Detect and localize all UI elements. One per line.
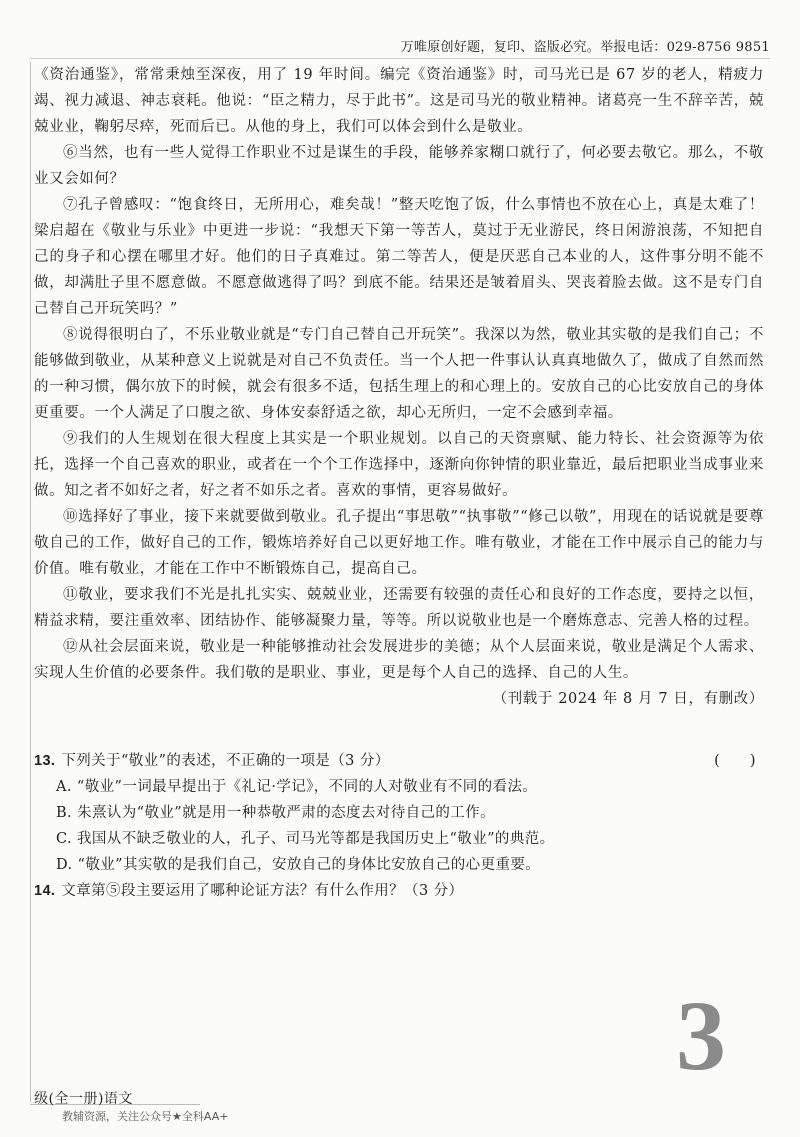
question-14-number: 14. — [34, 883, 56, 899]
answer-blank[interactable]: ( ) — [714, 753, 756, 769]
option-a[interactable]: A. “敬业”一词最早提出于《礼记·学记》，不同的人对敬业有不同的看法。 — [56, 779, 538, 795]
questions-section — [34, 748, 764, 904]
question-13-stem: 下列关于“敬业”的表述，不正确的一项是（3 分） — [61, 753, 390, 769]
article-source: （刊载于 2024 年 8 月 7 日，有删改） — [492, 691, 764, 707]
question-14 — [34, 878, 764, 904]
header-divider — [30, 58, 770, 59]
option-c[interactable]: C. 我国从不缺乏敬业的人，孔子、司马光等都是我国历史上“敬业”的典范。 — [56, 831, 555, 847]
header-notice: 万唯原创好题，复印、盗版必究。举报电话：029-8756 9851 — [400, 40, 770, 55]
footer-watermark: 教辅资源，关注公众号★全科AA+ — [62, 1110, 229, 1123]
margin-rule — [30, 62, 31, 1102]
paragraph-6: ⑥当然，也有一些人觉得工作职业不过是谋生的手段，能够养家糊口就行了，何必要去敬它。那么，不敬业又会如何？ — [34, 145, 764, 187]
article-body — [34, 62, 764, 712]
paragraph-11: ⑪敬业，要求我们不光是扎扎实实、兢兢业业，还需要有较强的责任心和良好的工作态度，要持之以恒，精益求精，要注重效率、团结协作、能够凝聚力量，等等。所以说敬业也是一个磨炼意志、完善人格的过程。 — [34, 587, 764, 629]
paragraph-8: ⑧说得很明白了，不乐业敬业就是“专门自己替自己开玩笑”。我深以为然，敬业其实敬的是我们自己；不能够做到敬业，从某种意义上说就是对自己不负责任。当一个人把一件事认认真真地做久了，做成了自然而然的一种习惯，偶尔放下的时候，就会有很多不适，包括生理上的和心理上的。安放自己的心比安放自己的身体更重要。一个人满足了口腹之欲、身体安泰舒适之欲，却心无所归，一定不会感到幸福。 — [34, 327, 764, 421]
footer-grade: 级(全一册)语文 — [34, 1091, 133, 1107]
question-14-stem: 文章第⑤段主要运用了哪种论证方法？有什么作用？（3 分） — [61, 883, 464, 899]
question-13-number: 13. — [34, 753, 56, 769]
paragraph-10: ⑩选择好了事业，接下来就要做到敬业。孔子提出“事思敬”“执事敬”“修己以敬”，用现在的话说就是要尊敬自己的工作，做好自己的工作，锻炼培养好自己以更好地工作。唯有敬业，才能在工作中展示自己的能力与价值。唯有敬业，才能在工作中不断锻炼自己，提高自己。 — [34, 509, 764, 577]
paragraph-9: ⑨我们的人生规划在很大程度上其实是一个职业规划。以自己的天资禀赋、能力特长、社会资源等为依托，选择一个自己喜欢的职业，或者在一个个工作选择中，逐渐向你钟情的职业靠近，最后把职业当成事业来做。知之者不如好之者，好之者不如乐之者。喜欢的事情，更容易做好。 — [34, 431, 764, 499]
question-13 — [34, 748, 764, 774]
paragraph-12: ⑫从社会层面来说，敬业是一种能够推动社会发展进步的美德；从个人层面来说，敬业是满足个人需求、实现人生价值的必要条件。我们敬的是职业、事业，更是每个人自己的选择、自己的人生。 — [34, 639, 764, 681]
option-d[interactable]: D. “敬业”其实敬的是我们自己，安放自己的身体比安放自己的心更重要。 — [56, 857, 541, 873]
page-number: 3 — [676, 980, 726, 1091]
paragraph-7: ⑦孔子曾感叹：“饱食终日，无所用心，难矣哉！”整天吃饱了饭，什么事情也不放在心上，真是太难了！梁启超在《敬业与乐业》中更进一步说：“我想天下第一等苦人，莫过于无业游民，终日闲游浪荡，不知把自己的身子和心摆在哪里才好。他们的日子真难过。第二等苦人，便是厌恶自己本业的人，这件事分明不能不做，却满肚子里不愿意做。不愿意做逃得了吗？到底不能。结果还是皱着眉头、哭丧着脸去做。这不是专门自己替自己开玩笑吗？” — [34, 197, 764, 317]
option-b[interactable]: B. 朱熹认为“敬业”就是用一种恭敬严肃的态度去对待自己的工作。 — [56, 805, 495, 821]
paragraph-5-continued: 《资治通鉴》，常常秉烛至深夜，用了 19 年时间。编完《资治通鉴》时，司马光已是 67 岁的老人，精疲力竭、视力减退、神志衰耗。他说：“臣之精力，尽于此书”。这是司马光的敬业精神。诸葛亮一生不辞辛苦，兢兢业业，鞠躬尽瘁，死而后已。从他的身上，我们可以体会到什么是敬业。 — [34, 67, 764, 135]
